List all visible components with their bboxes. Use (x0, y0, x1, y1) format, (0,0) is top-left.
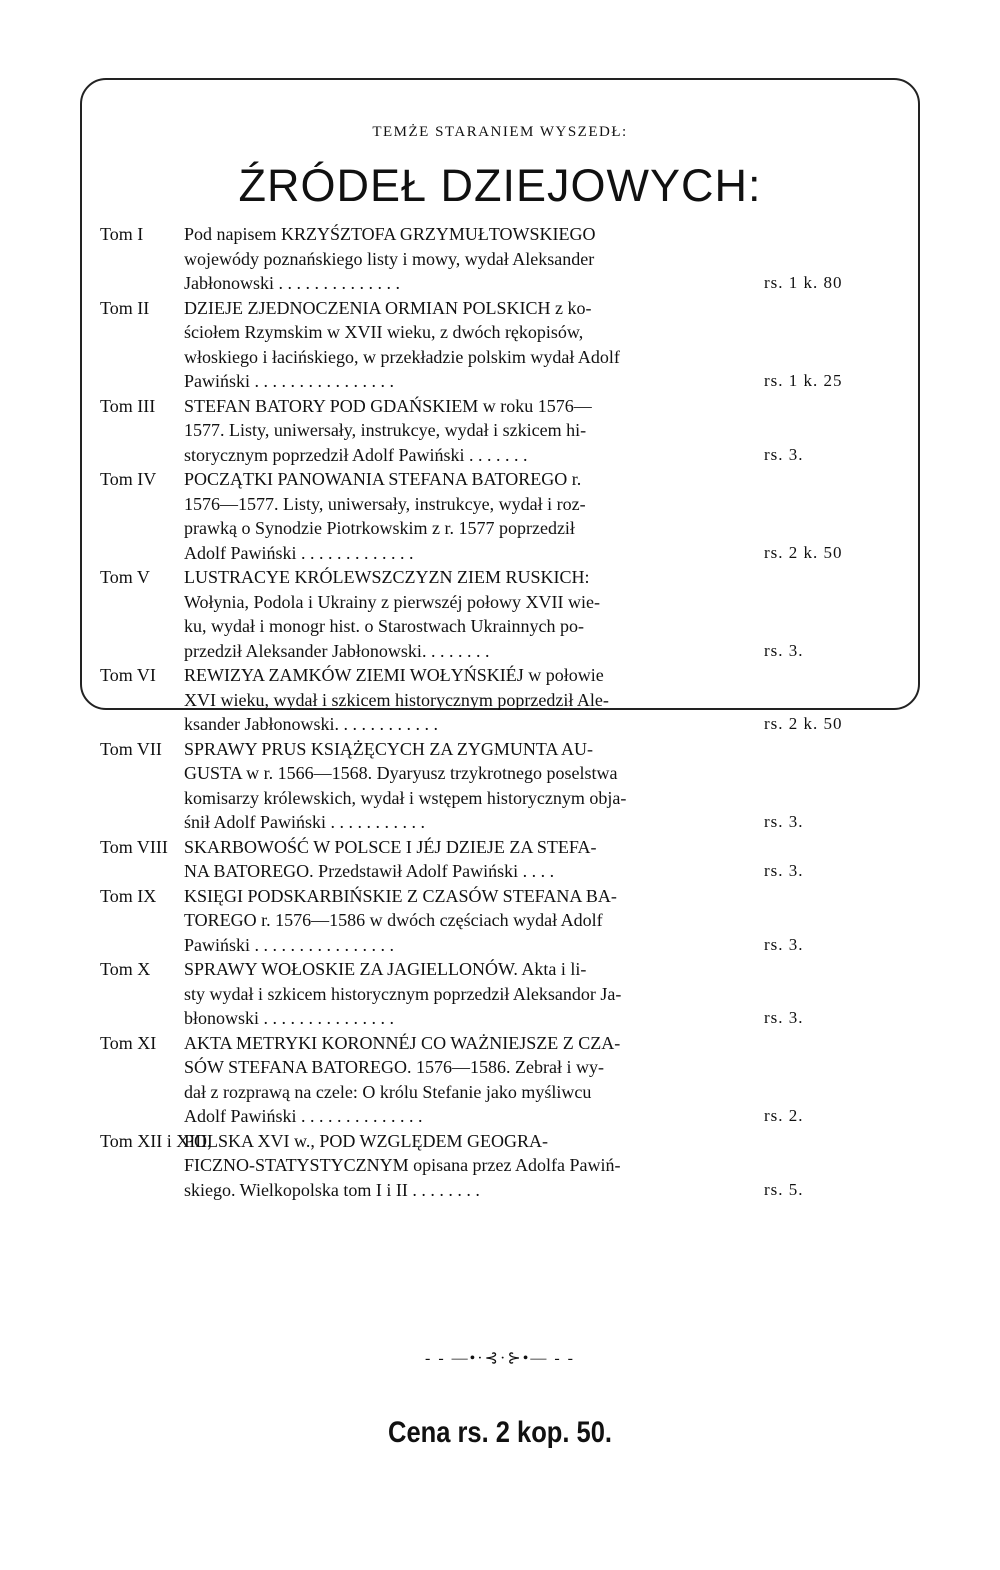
volume-number: Tom IX (100, 885, 157, 906)
entry-line (100, 810, 900, 835)
entry-line (100, 418, 900, 443)
entry-line (100, 859, 900, 884)
volume-description: przedził Aleksander Jabłonowski. . . . . . . . (184, 640, 490, 661)
entry-line (100, 957, 900, 982)
volume-number: Tom II (100, 297, 150, 318)
entry-line (100, 1129, 900, 1154)
volume-description: skiego. Wielkopolska tom I i II . . . . . . . . (184, 1179, 480, 1200)
volume-price: rs. 2 k. 50 (764, 542, 843, 562)
volume-number: Tom VIII (100, 836, 168, 857)
volume-number: Tom XI (100, 1032, 157, 1053)
volume-description: komisarzy królewskich, wydał i wstępem historycznym obja- (184, 787, 627, 808)
volume-list (100, 222, 900, 1202)
entry-line (100, 369, 900, 394)
entry-line (100, 1178, 900, 1203)
entry-line (100, 590, 900, 615)
entry-line (100, 835, 900, 860)
entry-line (100, 320, 900, 345)
volume-description: 1577. Listy, uniwersały, instrukcye, wydał i szkicem hi- (184, 420, 587, 440)
entry-line (100, 492, 900, 517)
volume-entry (100, 296, 900, 394)
volume-entry (100, 737, 900, 835)
volume-entry (100, 957, 900, 1031)
volume-description: POCZĄTKI PANOWANIA STEFANA BATOREGO r. (184, 469, 582, 489)
volume-price: rs. 3. (764, 861, 804, 880)
entry-line (100, 737, 900, 762)
volume-price: rs. 3. (764, 444, 804, 464)
volume-description: XVI wieku, wydał i szkicem historycznym poprzedził Ale- (184, 689, 609, 710)
volume-description: ku, wydał i monogr hist. o Starostwach Ukrainnych po- (184, 616, 584, 636)
entry-line (100, 247, 900, 272)
ornament-divider: - - —•·⊰·⊱•— - - (425, 1350, 575, 1367)
volume-price: rs. 3. (764, 640, 804, 660)
entry-line (100, 1055, 900, 1080)
page-subtitle: TEMŻE STARANIEM WYSZEDŁ: (372, 124, 628, 140)
volume-description: STEFAN BATORY POD GDAŃSKIEM w roku 1576— (184, 395, 592, 416)
entry-line (100, 516, 900, 541)
volume-description: KSIĘGI PODSKARBIŃSKIE Z CZASÓW STEFANA BA- (184, 885, 617, 906)
volume-description: Wołynia, Podola i Ukrainy z pierwszéj połowy XVII wie- (184, 591, 600, 612)
volume-price: rs. 1 k. 25 (764, 371, 843, 390)
volume-entry (100, 1129, 900, 1203)
volume-entry (100, 565, 900, 663)
entry-line (100, 1006, 900, 1031)
volume-description: Pawiński . . . . . . . . . . . . . . . . (184, 934, 395, 955)
volume-description: FICZNO-STATYSTYCZNYM opisana przez Adolfa Pawiń- (184, 1155, 621, 1175)
volume-entry (100, 1031, 900, 1129)
volume-description: POLSKA XVI w., POD WZGLĘDEM GEOGRA- (184, 1130, 548, 1151)
volume-description: REWIZYA ZAMKÓW ZIEMI WOŁYŃSKIÉJ w połowie (184, 665, 604, 685)
entry-line (100, 467, 900, 492)
entry-line (100, 394, 900, 419)
volume-number: Tom VI (100, 665, 156, 685)
volume-number: Tom IV (100, 469, 157, 489)
volume-description: 1576—1577. Listy, uniwersały, instrukcye, wydał i roz- (184, 493, 586, 514)
volume-entry (100, 222, 900, 296)
volume-description: GUSTA w r. 1566—1568. Dyaryusz trzykrotnego poselstwa (184, 763, 618, 783)
entry-line (100, 296, 900, 321)
volume-number: Tom X (100, 959, 151, 979)
entry-line (100, 908, 900, 933)
volume-price: rs. 1 k. 80 (764, 273, 843, 292)
entry-line (100, 1031, 900, 1056)
volume-description: Jabłonowski . . . . . . . . . . . . . . (184, 273, 400, 293)
volume-description: Adolf Pawiński . . . . . . . . . . . . . (184, 542, 414, 563)
volume-description: ściołem Rzymskim w XVII wieku, z dwóch rękopisów, (184, 322, 584, 342)
volume-description: dał z rozprawą na czele: O królu Stefanie jako myśliwcu (184, 1081, 592, 1102)
volume-description: włoskiego i łacińskiego, w przekładzie polskim wydał Adolf (184, 346, 620, 367)
entry-line (100, 712, 900, 737)
volume-description: LUSTRACYE KRÓLEWSZCZYZN ZIEM RUSKICH: (184, 567, 590, 587)
entry-line (100, 614, 900, 639)
volume-price: rs. 3. (764, 1008, 804, 1027)
volume-number: Tom III (100, 395, 156, 416)
entry-line (100, 639, 900, 664)
volume-description: śnił Adolf Pawiński . . . . . . . . . . . (184, 812, 426, 832)
entry-line (100, 688, 900, 713)
entry-line (100, 565, 900, 590)
volume-description: DZIEJE ZJEDNOCZENIA ORMIAN POLSKICH z ko- (184, 297, 592, 318)
entry-line (100, 271, 900, 296)
volume-description: TOREGO r. 1576—1586 w dwóch częściach wydał Adolf (184, 910, 603, 930)
entry-line (100, 345, 900, 370)
volume-description: błonowski . . . . . . . . . . . . . . . (184, 1008, 395, 1028)
entry-line (100, 541, 900, 566)
entry-line (100, 663, 900, 688)
volume-description: AKTA METRYKI KORONNÉJ CO WAŻNIEJSZE Z CZA- (184, 1032, 621, 1053)
volume-description: SKARBOWOŚĆ W POLSCE I JÉJ DZIEJE ZA STEFA- (184, 836, 597, 857)
volume-number: Tom XII i XIII, (100, 1130, 212, 1151)
entry-line (100, 982, 900, 1007)
entry-line (100, 1080, 900, 1105)
volume-number: Tom I (100, 224, 144, 244)
volume-entry (100, 835, 900, 884)
entry-line (100, 1104, 900, 1129)
volume-description: Adolf Pawiński . . . . . . . . . . . . . . (184, 1106, 423, 1126)
volume-description: Pawiński . . . . . . . . . . . . . . . . (184, 371, 395, 391)
entry-line (100, 761, 900, 786)
volume-description: ksander Jabłonowski. . . . . . . . . . . . (184, 714, 438, 734)
volume-description: SÓW STEFANA BATOREGO. 1576—1586. Zebrał i wy- (184, 1057, 604, 1077)
volume-price: rs. 2. (764, 1106, 804, 1125)
entry-line (100, 443, 900, 468)
volume-description: wojewódy poznańskiego listy i mowy, wydał Aleksander (184, 248, 595, 269)
page-title: ŹRÓDEŁ DZIEJOWYCH: (238, 160, 762, 211)
volume-description: storycznym poprzedził Adolf Pawiński . . . . . . . (184, 444, 528, 465)
entry-line (100, 1153, 900, 1178)
volume-price: rs. 2 k. 50 (764, 714, 843, 733)
volume-entry (100, 467, 900, 565)
volume-description: sty wydał i szkicem historycznym poprzedził Aleksandor Ja- (184, 983, 622, 1004)
volume-entry (100, 394, 900, 468)
volume-number: Tom V (100, 567, 150, 587)
volume-entry (100, 663, 900, 737)
volume-number: Tom VII (100, 738, 162, 759)
volume-price: rs. 5. (764, 1179, 804, 1199)
volume-description: SPRAWY PRUS KSIĄŻĘCYCH ZA ZYGMUNTA AU- (184, 738, 593, 759)
volume-description: NA BATOREGO. Przedstawił Adolf Pawiński . . . . (184, 861, 555, 881)
entry-line (100, 884, 900, 909)
volume-description: Pod napisem KRZYŚZTOFA GRZYMUŁTOWSKIEGO (184, 224, 596, 244)
book-price: Cena rs. 2 kop. 50. (388, 1416, 612, 1449)
entry-line (100, 786, 900, 811)
volume-price: rs. 3. (764, 812, 804, 831)
volume-entry (100, 884, 900, 958)
volume-description: prawką o Synodzie Piotrkowskim z r. 1577 poprzedził (184, 518, 575, 538)
entry-line (100, 933, 900, 958)
entry-line (100, 222, 900, 247)
volume-price: rs. 3. (764, 934, 804, 954)
volume-description: SPRAWY WOŁOSKIE ZA JAGIELLONÓW. Akta i li- (184, 959, 587, 979)
